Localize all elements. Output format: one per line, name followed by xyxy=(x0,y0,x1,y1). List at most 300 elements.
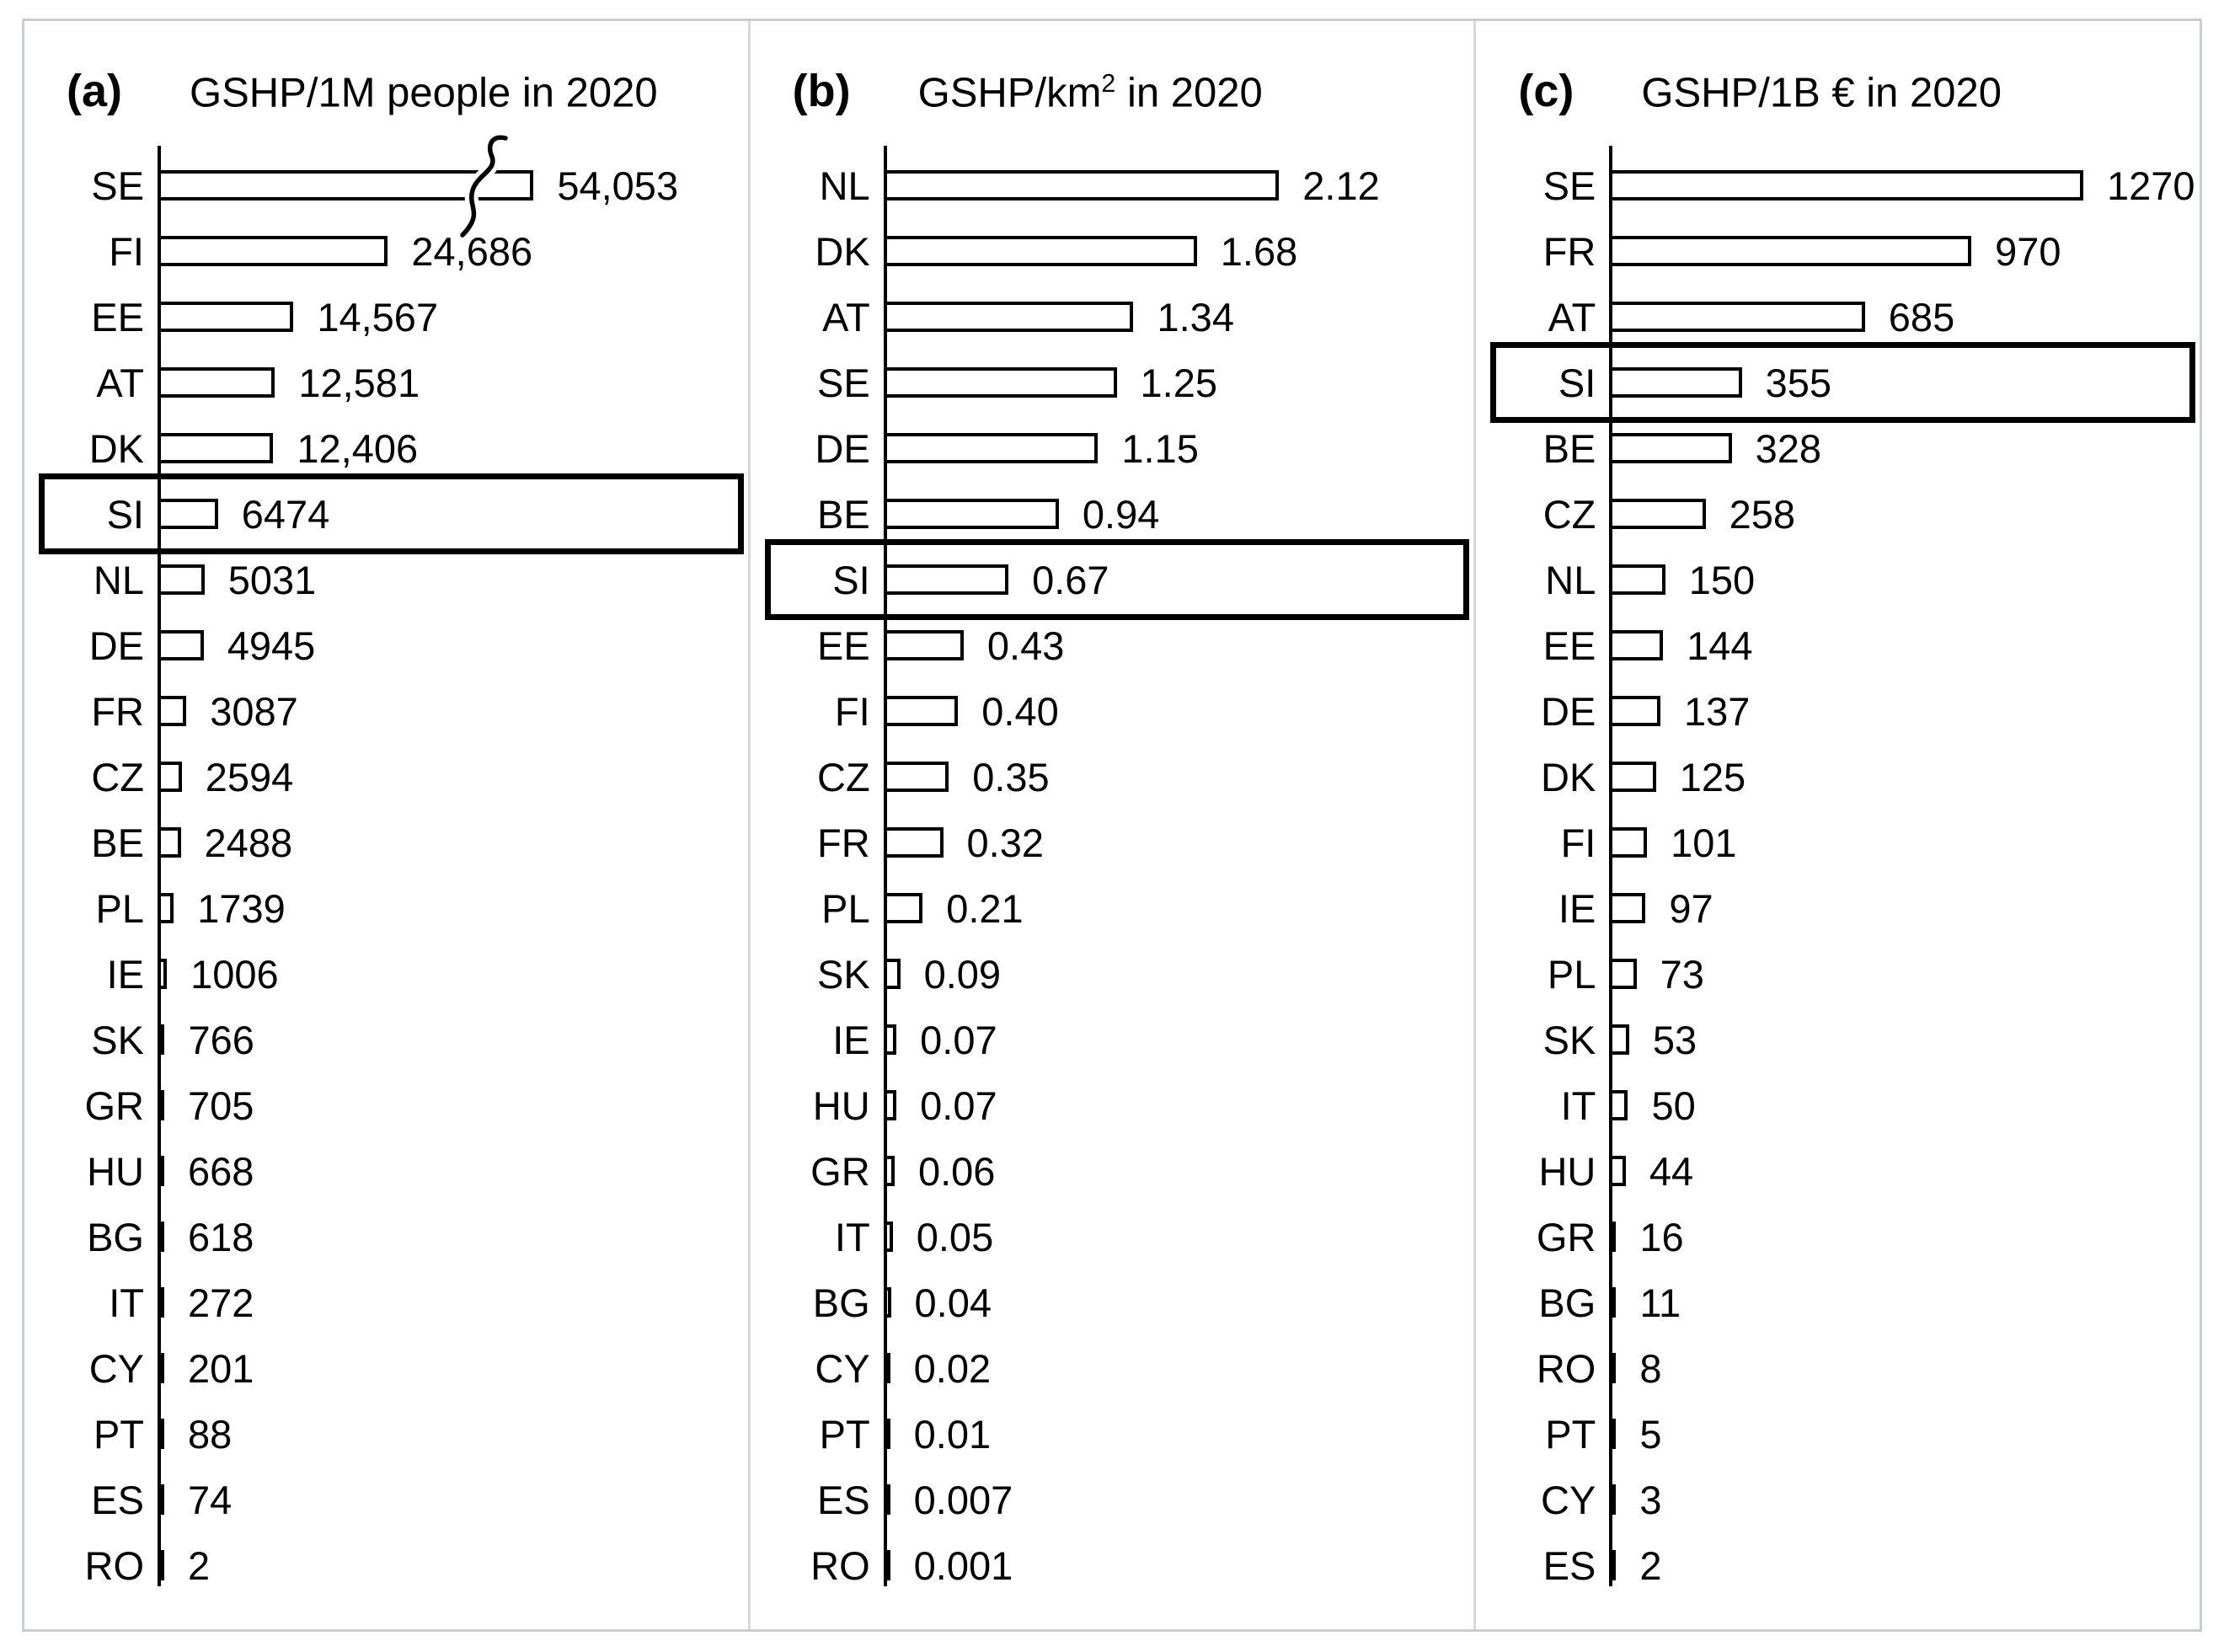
bar-chart-a xyxy=(46,144,736,1610)
row-plot-area xyxy=(1609,547,2188,612)
value-label: 705 xyxy=(188,1083,254,1128)
chart-row xyxy=(46,547,736,612)
chart-row xyxy=(46,481,736,547)
value-label: 2488 xyxy=(204,820,293,865)
country-label: FR xyxy=(817,820,870,865)
country-label: AT xyxy=(96,360,144,405)
bar xyxy=(884,302,1134,332)
bar xyxy=(884,959,901,989)
value-label: 5031 xyxy=(227,557,317,602)
country-label: FI xyxy=(834,688,870,734)
chart-row xyxy=(773,481,1462,547)
row-plot-area xyxy=(884,284,1462,350)
row-plot-area xyxy=(158,1335,736,1401)
country-label: BE xyxy=(1542,425,1596,471)
country-label: PT xyxy=(1545,1411,1596,1457)
panel-title: GSHP/1B € in 2020 xyxy=(1641,70,2002,115)
bar xyxy=(158,564,205,595)
bar xyxy=(158,762,182,792)
value-label: 272 xyxy=(188,1280,254,1325)
value-label: 0.32 xyxy=(966,820,1045,865)
bar-chart-b xyxy=(773,144,1462,1610)
chart-row xyxy=(1498,744,2188,810)
value-label: 328 xyxy=(1755,425,1822,471)
bar xyxy=(158,433,273,463)
row-plot-area xyxy=(884,481,1462,547)
country-label: GR xyxy=(84,1083,144,1128)
value-label: 1.34 xyxy=(1157,294,1234,339)
chart-row xyxy=(46,612,736,678)
country-label: EE xyxy=(1542,623,1596,668)
country-label: IT xyxy=(1560,1083,1596,1128)
bar xyxy=(158,1222,164,1252)
value-label: 137 xyxy=(1684,688,1751,734)
value-label: 970 xyxy=(1995,228,2061,274)
chart-row xyxy=(773,1204,1462,1270)
value-label: 0.09 xyxy=(923,951,1002,997)
value-label: 1006 xyxy=(190,951,279,997)
chart-row xyxy=(1498,1204,2188,1270)
country-label: NL xyxy=(93,557,144,602)
value-label: 24,686 xyxy=(411,228,533,274)
value-label: 11 xyxy=(1639,1280,1681,1325)
country-label: IE xyxy=(1558,885,1596,931)
value-label: 1270 xyxy=(2106,163,2195,208)
bar xyxy=(884,1222,893,1252)
country-label: DK xyxy=(88,425,144,471)
bar xyxy=(158,1090,164,1120)
row-plot-area xyxy=(158,1270,736,1335)
bar xyxy=(1609,1419,1616,1449)
chart-row xyxy=(773,218,1462,284)
row-plot-area xyxy=(884,1007,1462,1072)
country-label: FI xyxy=(1560,820,1596,865)
chart-row xyxy=(773,1401,1462,1467)
row-plot-area xyxy=(158,1467,736,1532)
chart-row xyxy=(773,941,1462,1007)
row-plot-area xyxy=(158,1007,736,1072)
value-label: 766 xyxy=(188,1017,254,1062)
country-label: HU xyxy=(812,1083,870,1128)
bar xyxy=(884,1419,890,1449)
bar xyxy=(1609,696,1660,726)
row-plot-area xyxy=(1609,1138,2188,1204)
value-label: 0.35 xyxy=(972,754,1050,799)
country-label: RO xyxy=(1536,1345,1596,1391)
chart-row xyxy=(773,1007,1462,1072)
value-label: 0.001 xyxy=(913,1542,1013,1588)
row-plot-area xyxy=(158,810,736,875)
bar xyxy=(158,1353,164,1383)
row-plot-area xyxy=(884,678,1462,744)
row-plot-area xyxy=(158,678,736,744)
country-label: IT xyxy=(109,1280,144,1325)
value-label: 0.43 xyxy=(986,623,1065,668)
row-plot-area xyxy=(158,152,736,218)
value-label: 3 xyxy=(1639,1477,1662,1522)
country-label: PT xyxy=(93,1411,144,1457)
row-plot-area xyxy=(884,152,1462,218)
chart-row xyxy=(1498,152,2195,218)
row-plot-area xyxy=(158,941,736,1007)
country-label: NL xyxy=(819,163,870,208)
country-label: HU xyxy=(87,1148,144,1194)
value-label: 88 xyxy=(188,1411,233,1457)
value-label: 101 xyxy=(1671,820,1737,865)
panel-a xyxy=(24,21,748,1629)
value-label: 144 xyxy=(1687,623,1753,668)
chart-row xyxy=(1498,1467,2188,1532)
country-label: AT xyxy=(1548,294,1596,339)
row-plot-area xyxy=(1609,1270,2188,1335)
bar xyxy=(1609,1287,1616,1318)
chart-row xyxy=(773,678,1462,744)
bar xyxy=(884,1090,897,1120)
value-label: 125 xyxy=(1679,754,1746,799)
value-label: 97 xyxy=(1669,885,1713,931)
value-label: 0.07 xyxy=(920,1017,997,1062)
country-label: RO xyxy=(810,1542,870,1588)
chart-row xyxy=(773,810,1462,875)
country-label: NL xyxy=(1545,557,1596,602)
row-plot-area xyxy=(1609,1401,2188,1467)
row-plot-area xyxy=(158,1138,736,1204)
value-label: 2.12 xyxy=(1302,163,1380,208)
bar xyxy=(884,1287,891,1318)
row-plot-area xyxy=(1609,941,2188,1007)
country-label: HU xyxy=(1538,1148,1596,1194)
country-label: ES xyxy=(1542,1542,1596,1588)
bar-chart-c xyxy=(1498,144,2195,1610)
chart-row xyxy=(1498,1138,2188,1204)
rows-container xyxy=(773,152,1462,1598)
country-label: CZ xyxy=(91,754,144,799)
bar xyxy=(1609,1484,1616,1515)
chart-row xyxy=(46,1072,736,1138)
country-label: SK xyxy=(91,1017,144,1062)
country-label: PL xyxy=(1547,951,1596,997)
value-label: 12,406 xyxy=(297,425,419,471)
row-plot-area xyxy=(158,481,736,547)
bar xyxy=(1609,170,2083,200)
chart-row xyxy=(46,1007,736,1072)
row-plot-area xyxy=(884,941,1462,1007)
country-label: PT xyxy=(819,1411,870,1457)
country-label: CZ xyxy=(1542,491,1596,537)
chart-row xyxy=(1498,1072,2188,1138)
country-label: PL xyxy=(821,885,870,931)
country-label: FR xyxy=(91,688,144,734)
bar xyxy=(1609,499,1705,529)
chart-row xyxy=(1498,941,2188,1007)
row-plot-area xyxy=(158,1204,736,1270)
chart-row xyxy=(46,1270,736,1335)
country-label: SI xyxy=(106,491,144,537)
country-label: BG xyxy=(87,1214,144,1259)
value-label: 16 xyxy=(1639,1214,1684,1259)
value-label: 618 xyxy=(188,1214,254,1259)
value-label: 0.05 xyxy=(916,1214,994,1259)
row-plot-area xyxy=(1609,481,2188,547)
chart-row xyxy=(773,875,1462,941)
country-label: BG xyxy=(1538,1280,1596,1325)
bar xyxy=(1609,302,1864,332)
bar xyxy=(884,564,1008,595)
country-label: GR xyxy=(810,1148,870,1194)
country-label: DK xyxy=(1541,754,1596,799)
chart-row xyxy=(1498,875,2188,941)
bar xyxy=(1609,827,1647,858)
row-plot-area xyxy=(158,612,736,678)
bar xyxy=(158,696,186,726)
chart-row xyxy=(1498,350,2188,415)
row-plot-area xyxy=(884,1072,1462,1138)
country-label: EE xyxy=(816,623,870,668)
chart-row xyxy=(46,810,736,875)
bar xyxy=(158,1024,164,1055)
bar xyxy=(1609,1222,1616,1252)
bar xyxy=(884,893,923,923)
row-plot-area xyxy=(158,744,736,810)
value-label: 685 xyxy=(1888,294,1955,339)
bar xyxy=(1609,1550,1616,1580)
row-plot-area xyxy=(158,875,736,941)
country-label: GR xyxy=(1536,1214,1596,1259)
chart-row xyxy=(1498,612,2188,678)
panel-letter: (c) xyxy=(1518,66,1574,116)
chart-row xyxy=(46,350,736,415)
row-plot-area xyxy=(1609,415,2188,481)
row-plot-area xyxy=(1609,612,2188,678)
row-plot-area xyxy=(1609,1532,2188,1598)
country-label: CZ xyxy=(817,754,870,799)
row-plot-area xyxy=(1609,284,2188,350)
bar xyxy=(1609,893,1645,923)
row-plot-area xyxy=(884,612,1462,678)
value-label: 14,567 xyxy=(317,294,439,339)
bar xyxy=(158,1550,164,1580)
chart-row xyxy=(46,284,736,350)
country-label: CY xyxy=(1541,1477,1596,1522)
bar xyxy=(884,827,944,858)
row-plot-area xyxy=(1609,1467,2188,1532)
chart-row xyxy=(1498,678,2188,744)
value-label: 1.25 xyxy=(1140,360,1218,405)
value-label: 0.21 xyxy=(946,885,1024,931)
row-plot-area xyxy=(1609,152,2195,218)
bar xyxy=(158,630,204,660)
chart-row xyxy=(773,1532,1462,1598)
bar xyxy=(158,893,174,923)
bar xyxy=(1609,959,1636,989)
value-label: 3087 xyxy=(210,688,298,734)
chart-row xyxy=(773,1335,1462,1401)
country-label: SK xyxy=(816,951,870,997)
country-label: CY xyxy=(88,1345,144,1391)
row-plot-area xyxy=(158,415,736,481)
panel-c xyxy=(1473,21,2200,1629)
row-plot-area xyxy=(158,218,736,284)
row-plot-area xyxy=(884,1335,1462,1401)
country-label: AT xyxy=(822,294,870,339)
chart-row xyxy=(46,152,736,218)
row-plot-area xyxy=(884,350,1462,415)
chart-row xyxy=(773,1467,1462,1532)
chart-row xyxy=(46,1204,736,1270)
value-label: 5 xyxy=(1639,1411,1662,1457)
country-label: IT xyxy=(834,1214,870,1259)
chart-row xyxy=(773,1138,1462,1204)
bar xyxy=(158,236,388,266)
chart-row xyxy=(773,744,1462,810)
value-label: 53 xyxy=(1652,1017,1697,1062)
row-plot-area xyxy=(158,284,736,350)
bar xyxy=(884,1156,895,1186)
bar xyxy=(884,1550,890,1580)
bar xyxy=(1609,564,1665,595)
bar xyxy=(884,762,949,792)
value-label: 2 xyxy=(1639,1542,1662,1588)
country-label: SK xyxy=(1542,1017,1596,1062)
panel-title: GSHP/$km^2$ in 2020 xyxy=(917,68,1263,115)
row-plot-area xyxy=(1609,810,2188,875)
country-label: EE xyxy=(91,294,144,339)
row-plot-area xyxy=(158,1072,736,1138)
chart-row xyxy=(773,415,1462,481)
chart-row xyxy=(1498,1401,2188,1467)
chart-row xyxy=(1498,1335,2188,1401)
bar xyxy=(1609,236,1971,266)
country-label: SE xyxy=(816,360,870,405)
bar xyxy=(884,696,959,726)
country-label: ES xyxy=(816,1477,870,1522)
value-label: 0.06 xyxy=(917,1148,996,1194)
bar xyxy=(1609,1156,1625,1186)
value-label: 1.15 xyxy=(1121,425,1199,471)
bar xyxy=(158,302,293,332)
chart-row xyxy=(1498,481,2188,547)
value-label: 0.04 xyxy=(914,1280,992,1325)
country-label: SI xyxy=(1558,360,1596,405)
country-label: SE xyxy=(91,163,144,208)
panel-c-header xyxy=(1498,43,2188,144)
bar xyxy=(884,367,1117,398)
chart-row xyxy=(46,875,736,941)
bar xyxy=(884,630,964,660)
row-plot-area xyxy=(1609,875,2188,941)
row-plot-area xyxy=(884,810,1462,875)
row-plot-area xyxy=(884,218,1462,284)
value-label: 2 xyxy=(188,1542,211,1588)
bar xyxy=(158,170,533,200)
bar xyxy=(158,1287,164,1318)
rows-container xyxy=(46,152,736,1598)
chart-row xyxy=(46,678,736,744)
chart-row xyxy=(46,1532,736,1598)
country-label: DE xyxy=(815,425,870,471)
value-label: 0.40 xyxy=(981,688,1059,734)
row-plot-area xyxy=(158,350,736,415)
value-label: 1.68 xyxy=(1220,228,1298,274)
bar xyxy=(884,1353,890,1383)
row-plot-area xyxy=(1609,744,2188,810)
chart-row xyxy=(773,1072,1462,1138)
bar xyxy=(158,827,181,858)
bar xyxy=(1609,1353,1616,1383)
chart-row xyxy=(773,284,1462,350)
row-plot-area xyxy=(884,1204,1462,1270)
value-label: 0.67 xyxy=(1032,557,1109,602)
country-label: RO xyxy=(84,1542,144,1588)
row-plot-area xyxy=(884,1401,1462,1467)
value-label: 258 xyxy=(1729,491,1796,537)
row-plot-area xyxy=(884,1138,1462,1204)
row-plot-area xyxy=(884,415,1462,481)
bar xyxy=(884,1484,890,1515)
country-label: DE xyxy=(1541,688,1596,734)
value-label: 0.94 xyxy=(1082,491,1160,537)
bar xyxy=(1609,433,1731,463)
value-label: 54,053 xyxy=(557,163,679,208)
bar xyxy=(158,1156,164,1186)
value-label: 0.07 xyxy=(920,1083,997,1128)
row-plot-area xyxy=(158,1401,736,1467)
chart-row xyxy=(773,547,1462,612)
bar xyxy=(1609,367,1741,398)
row-plot-area xyxy=(884,1532,1462,1598)
chart-row xyxy=(1498,415,2188,481)
row-plot-area xyxy=(1609,1335,2188,1401)
panel-b-header xyxy=(773,43,1462,144)
value-label: 73 xyxy=(1660,951,1704,997)
bar xyxy=(158,367,275,398)
bar xyxy=(1609,762,1655,792)
row-plot-area xyxy=(158,1532,736,1598)
value-label: 50 xyxy=(1651,1083,1696,1128)
chart-row xyxy=(1498,547,2188,612)
bar xyxy=(158,959,167,989)
chart-row xyxy=(773,1270,1462,1335)
value-label: 44 xyxy=(1649,1148,1694,1194)
country-label: DK xyxy=(815,228,870,274)
value-label: 1739 xyxy=(197,885,286,931)
country-label: IE xyxy=(106,951,144,997)
chart-row xyxy=(773,612,1462,678)
value-label: 6474 xyxy=(241,491,330,537)
country-label: FI xyxy=(109,228,144,274)
bar xyxy=(158,1419,164,1449)
row-plot-area xyxy=(1609,1204,2188,1270)
country-label: IE xyxy=(832,1017,870,1062)
figure-frame xyxy=(22,19,2202,1632)
panel-title: GSHP/1M people in 2020 xyxy=(190,70,658,115)
chart-row xyxy=(46,744,736,810)
bar xyxy=(1609,1090,1628,1120)
row-plot-area xyxy=(884,1270,1462,1335)
country-label: ES xyxy=(91,1477,144,1522)
panel-letter: (a) xyxy=(67,66,122,116)
row-plot-area xyxy=(1609,678,2188,744)
bar xyxy=(884,1024,897,1055)
row-plot-area xyxy=(1609,218,2188,284)
value-label: 0.02 xyxy=(913,1345,992,1391)
value-label: 355 xyxy=(1765,360,1832,405)
bar xyxy=(1609,630,1663,660)
value-label: 2594 xyxy=(205,754,294,799)
value-label: 12,581 xyxy=(298,360,420,405)
value-label: 4945 xyxy=(227,623,316,668)
country-label: BE xyxy=(816,491,870,537)
